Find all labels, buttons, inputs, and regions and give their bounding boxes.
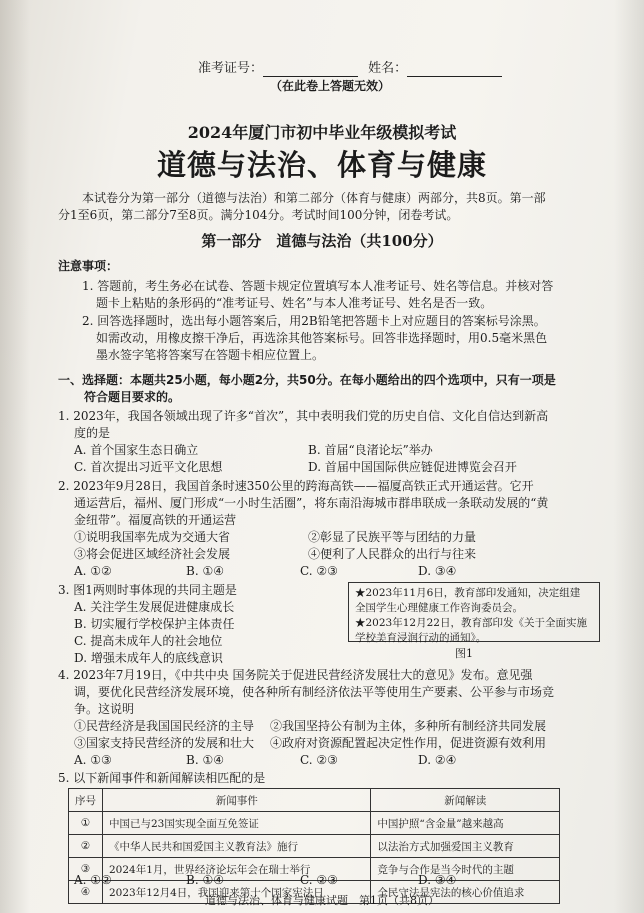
exam-number-field bbox=[198, 60, 502, 77]
row-seq: ② bbox=[69, 835, 103, 858]
figure-1-box bbox=[348, 582, 600, 642]
exam-number-line bbox=[263, 63, 358, 77]
notes-title: 注意事项： bbox=[58, 259, 119, 273]
q3-stem: 3. 图1两则时事体现的共同主题是 bbox=[58, 583, 237, 597]
page-footer: 道德与法治、体育与健康试题 第1页（共8页） bbox=[205, 894, 439, 907]
q4-stem-2: 调，要优化民营经济发展环境，使各种所有制经济依法平等使用生产要素、公平参与市场竞 bbox=[74, 685, 555, 699]
intro-line-1: 本试卷分为第一部分（道德与法治）和第二部分（体育与健康）两部分，共8页。第一部 bbox=[82, 191, 546, 205]
q1-option-c: C. 首次提出习近平文化思想 bbox=[74, 460, 223, 474]
q4-option-b: B. ①④ bbox=[186, 753, 224, 767]
row-reading: 中国护照“含金量”越来越高 bbox=[371, 812, 560, 835]
row-seq: ③ bbox=[69, 858, 103, 881]
figure-1-line-3: ★2023年12月22日，教育部印发《关于全面实施 bbox=[355, 617, 587, 629]
q2-option-a: A. ①② bbox=[74, 564, 112, 578]
col-reading: 新闻解读 bbox=[371, 789, 560, 812]
q4-option-a: A. ①③ bbox=[74, 753, 112, 767]
q4-statement-3: ③国家支持民营经济的发展和壮大 bbox=[74, 736, 255, 750]
table-row bbox=[69, 835, 560, 858]
row-event: 2023年12月4日，我国迎来第十个国家宪法日 bbox=[103, 881, 371, 904]
notes-item2-line1: 2. 回答选择题时，选出每小题答案后，用2B铅笔把答题卡上对应题目的答案标号涂黑。 bbox=[82, 314, 546, 328]
q3-option-a: A. 关注学生发展促进健康成长 bbox=[74, 600, 235, 614]
part-title: 第一部分 道德与法治（共100分） bbox=[201, 232, 443, 250]
row-reading: 全民守法是宪法的核心价值追求 bbox=[371, 881, 560, 904]
intro-line-2: 分1至6页，第二部分7至8页。满分104分。考试时间100分钟，闭卷考试。 bbox=[58, 208, 459, 222]
q5-option-a: A. ①② bbox=[74, 873, 112, 887]
row-event: 《中华人民共和国爱国主义教育法》施行 bbox=[103, 835, 371, 858]
col-seq: 序号 bbox=[69, 789, 103, 812]
col-event: 新闻事件 bbox=[103, 789, 371, 812]
q4-statement-2: ②我国坚持公有制为主体，多种所有制经济共同发展 bbox=[270, 719, 547, 733]
q3-option-d: D. 增强未成年人的底线意识 bbox=[74, 651, 223, 665]
q2-option-d: D. ③④ bbox=[418, 564, 457, 578]
q3-option-b: B. 切实履行学校保护主体责任 bbox=[74, 617, 235, 631]
q1-option-d: D. 首届中国国际供应链促进博览会召开 bbox=[308, 460, 517, 474]
news-table-header bbox=[69, 789, 560, 812]
row-seq: ① bbox=[69, 812, 103, 835]
q5-option-b: B. ①④ bbox=[186, 873, 224, 887]
row-reading: 竞争与合作是当今时代的主题 bbox=[371, 858, 560, 881]
table-row bbox=[69, 812, 560, 835]
q4-statement-4: ④政府对资源配置起决定性作用，促进资源有效利用 bbox=[270, 736, 547, 750]
q5-option-d: D. ③④ bbox=[418, 873, 457, 887]
notes-item1-line1: 1. 答题前，考生务必在试卷、答题卡规定位置填写本人准考证号、姓名等信息。并核对答 bbox=[82, 279, 554, 293]
figure-1-line-1: ★2023年11月6日，教育部印发通知，决定组建 bbox=[355, 587, 581, 599]
name-line bbox=[407, 63, 502, 77]
q2-statement-2: ②彰显了民族平等与团结的力量 bbox=[308, 530, 477, 544]
subject-title: 道德与法治、体育与健康 bbox=[156, 148, 487, 182]
q2-statement-3: ③将会促进区域经济社会发展 bbox=[74, 547, 231, 561]
q5-stem: 5. 以下新闻事件和新闻解读相匹配的是 bbox=[58, 771, 266, 785]
q2-statement-4: ④便利了人民群众的出行与往来 bbox=[308, 547, 477, 561]
q2-option-c: C. ②③ bbox=[300, 564, 338, 578]
exam-number-label: 准考证号： bbox=[198, 61, 264, 76]
q2-statement-1: ①说明我国率先成为交通大省 bbox=[74, 530, 231, 544]
q4-statement-1: ①民营经济是我国国民经济的主导 bbox=[74, 719, 255, 733]
q1-option-b: B. 首届“良渚论坛”举办 bbox=[308, 443, 433, 457]
figure-1-line-4: 学校美育浸润行动的通知》。 bbox=[355, 632, 487, 644]
q2-stem-2: 通运营后，福州、厦门形成“一小时生活圈”，将东南沿海城市群串联成一条联动发展的“黄 bbox=[74, 496, 549, 510]
q1-stem-1: 1. 2023年，我国各领域出现了许多“首次”，其中表明我们党的历史自信、文化自信达到新高 bbox=[58, 409, 549, 423]
notes-item2-line3: 墨水签字笔将答案写在答题卡相应位置上。 bbox=[96, 348, 325, 362]
section1-line1: 一、选择题：本题共25小题，每小题2分，共50分。在每小题给出的四个选项中，只有一项是 bbox=[58, 373, 556, 387]
name-label: 姓名： bbox=[368, 61, 408, 76]
q4-stem-3: 争。这说明 bbox=[74, 702, 135, 716]
invalid-note: （在此卷上答题无效） bbox=[270, 79, 391, 93]
q2-option-b: B. ①④ bbox=[186, 564, 224, 578]
q4-stem-1: 4. 2023年7月19日，《中共中央 国务院关于促进民营经济发展壮大的意见》发布。意见强 bbox=[58, 668, 533, 682]
row-seq: ④ bbox=[69, 881, 103, 904]
row-event: 2024年1月，世界经济论坛年会在瑞士举行 bbox=[103, 858, 371, 881]
section1-line2: 符合题目要求的。 bbox=[84, 390, 181, 404]
q2-stem-3: 金纽带”。福厦高铁的开通运营 bbox=[74, 513, 237, 527]
row-reading: 以法治方式加强爱国主义教育 bbox=[371, 835, 560, 858]
q4-option-c: C. ②③ bbox=[300, 753, 338, 767]
q1-option-a: A. 首个国家生态日确立 bbox=[74, 443, 199, 457]
q2-stem-1: 2. 2023年9月28日，我国首条时速350公里的跨海高铁——福厦高铁正式开通运营。它开 bbox=[58, 479, 534, 493]
exam-title: 2024年厦门市初中毕业年级模拟考试 bbox=[187, 123, 457, 142]
q1-stem-2: 度的是 bbox=[74, 426, 111, 440]
q4-option-d: D. ②④ bbox=[418, 753, 457, 767]
figure-1-caption: 图1 bbox=[455, 647, 473, 660]
notes-item1-line2: 题卡上粘贴的条形码的“准考证号、姓名”与本人准考证号、姓名是否一致。 bbox=[96, 296, 493, 310]
notes-item2-line2: 如需改动，用橡皮擦干净后，再选涂其他答案标号。回答非选择题时，用0.5毫米黑色 bbox=[96, 331, 548, 345]
q3-option-c: C. 提高未成年人的社会地位 bbox=[74, 634, 223, 648]
row-event: 中国已与23国实现全面互免签证 bbox=[103, 812, 371, 835]
q5-option-c: C. ②③ bbox=[300, 873, 338, 887]
figure-1-line-2: 全国学生心理健康工作咨询委员会。 bbox=[355, 602, 523, 614]
